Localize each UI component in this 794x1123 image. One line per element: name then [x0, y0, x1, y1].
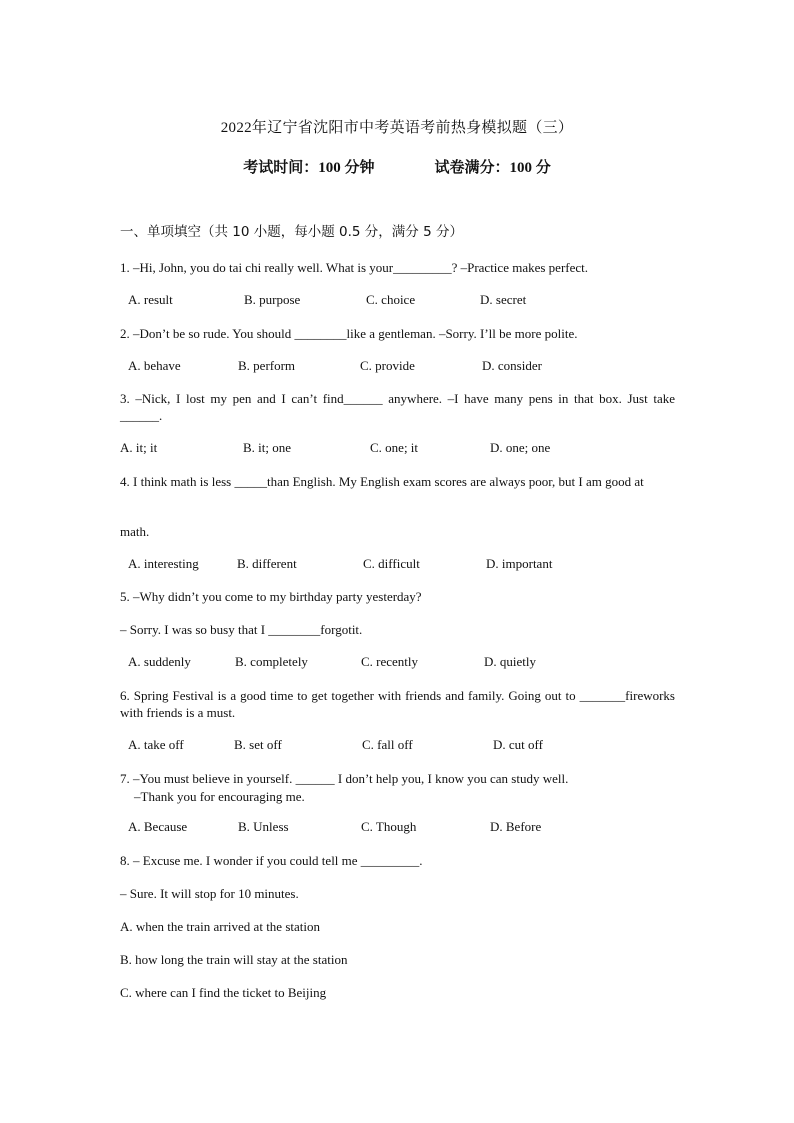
question-8: 8. – Excuse me. I wonder if you could tell me _________.	[120, 853, 423, 868]
exam-full-score: 试卷满分：100 分	[434, 160, 551, 176]
option-b: B. Unless	[238, 819, 289, 834]
option-c: C. choice	[366, 292, 416, 307]
option-a: A. take off	[128, 737, 184, 752]
option-a: A. it; it	[120, 440, 158, 455]
question-2: 2. –Don’t be so rude. You should ________like a gentleman. –Sorry. I’ll be more polite.	[120, 326, 578, 341]
question-5-reply: – Sorry. I was so busy that I ________forgotit.	[120, 622, 363, 637]
option-a: A. Because	[128, 819, 188, 834]
option-d: D. quietly	[484, 654, 536, 669]
question-8-option-b: B. how long the train will stay at the station	[120, 952, 348, 967]
exam-time: 考试时间：100 分钟	[243, 160, 375, 176]
question-7-reply: –Thank you for encouraging me.	[134, 789, 305, 804]
option-a: A. result	[128, 292, 173, 307]
option-c: C. Though	[361, 819, 417, 834]
option-a: A. behave	[128, 358, 181, 373]
exam-info	[0, 156, 794, 177]
option-c: C. recently	[361, 654, 419, 669]
option-b: B. set off	[234, 737, 282, 752]
question-8-option-c: C. where can I find the ticket to Beijing	[120, 985, 327, 1000]
option-d: D. cut off	[493, 737, 543, 752]
option-a: A. interesting	[128, 556, 199, 571]
question-8-reply: – Sure. It will stop for 10 minutes.	[120, 886, 299, 901]
option-c: C. fall off	[362, 737, 413, 752]
question-5: 5. –Why didn’t you come to my birthday party yesterday?	[120, 589, 422, 604]
question-1: 1. –Hi, John, you do tai chi really well. What is your_________? –Practice makes perfect.	[120, 260, 588, 275]
option-d: D. important	[486, 556, 553, 571]
page-title: 2022年辽宁省沈阳市中考英语考前热身模拟题（三）	[220, 120, 574, 136]
option-b: B. purpose	[244, 292, 301, 307]
option-b: B. perform	[238, 358, 296, 373]
option-d: D. secret	[480, 292, 527, 307]
option-c: C. difficult	[363, 556, 420, 571]
option-d: D. Before	[490, 819, 542, 834]
question-6: 6. Spring Festival is a good time to get together with friends and family. Going out to _______fireworks with friends is a must.	[120, 688, 675, 720]
option-d: D. consider	[482, 358, 542, 373]
question-7: 7. –You must believe in yourself. ______ I don’t help you, I know you can study well.	[120, 771, 569, 786]
question-3: 3. –Nick, I lost my pen and I can’t find______ anywhere. –I have many pens in that box. Just take ______.	[120, 391, 675, 423]
question-4: 4. I think math is less _____than English. My English exam scores are always poor, but I am good at	[120, 474, 644, 489]
option-b: B. it; one	[243, 440, 292, 455]
option-a: A. suddenly	[128, 654, 191, 669]
question-4-continued: math.	[120, 524, 150, 539]
option-d: D. one; one	[490, 440, 551, 455]
option-b: B. different	[237, 556, 297, 571]
option-c: C. one; it	[370, 440, 419, 455]
option-c: C. provide	[360, 358, 415, 373]
option-b: B. completely	[235, 654, 308, 669]
question-8-option-a: A. when the train arrived at the station	[120, 919, 320, 934]
section-heading: 一、单项填空（共 10 小题，每小题 0.5 分，满分 5 分）	[120, 224, 463, 240]
